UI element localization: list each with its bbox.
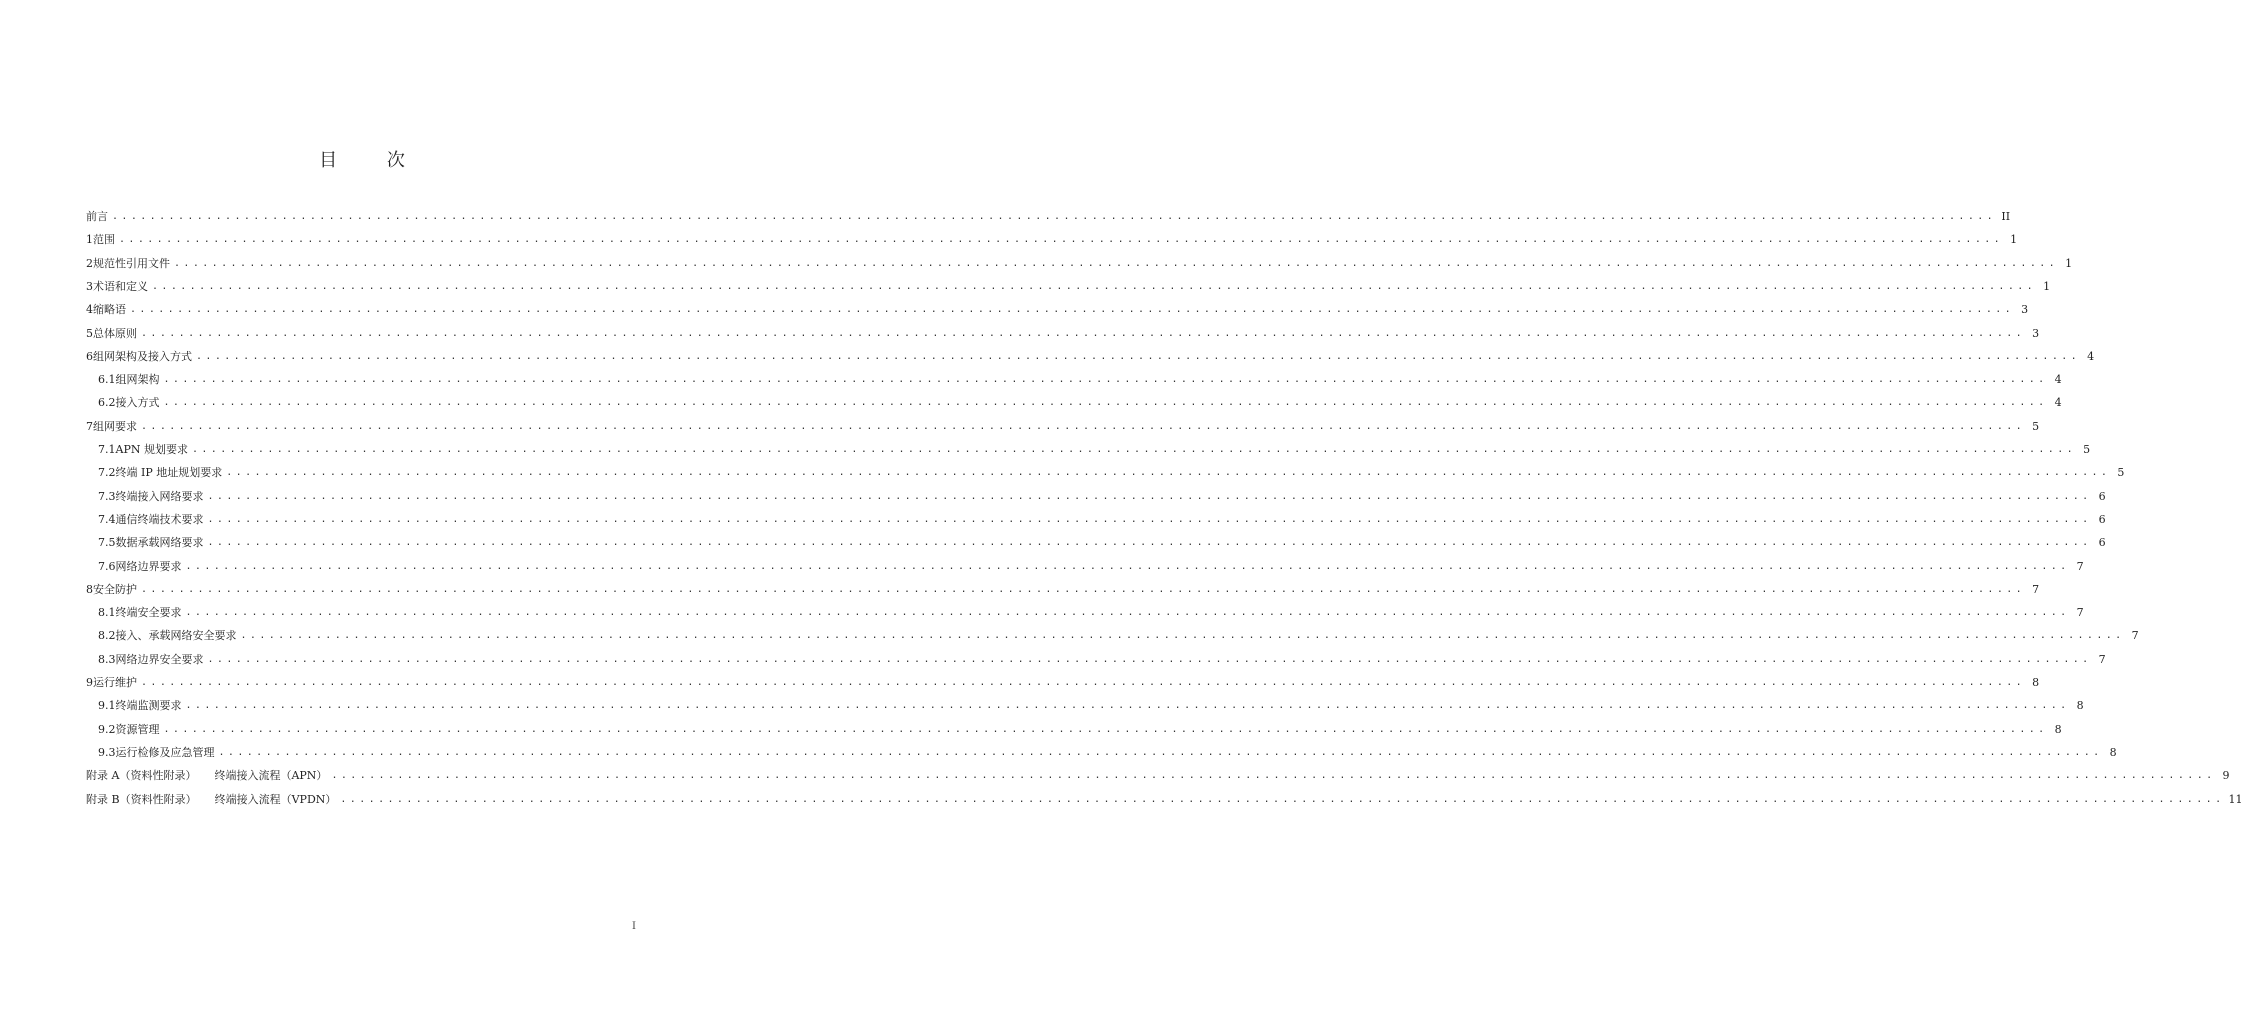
toc-dot-leader: ........................................................................................................................................................................................................ (226, 467, 2111, 479)
toc-entry-label (116, 606, 182, 620)
toc-entry-label-subtitle: 终端接入流程（APN） (214, 769, 328, 783)
toc-entry-label (93, 420, 137, 434)
toc-entry-page: 5 (2083, 443, 2091, 456)
toc-dot-leader: ........................................................................................................................................................................................................ (207, 513, 2092, 525)
toc-entry-label-text: 组网架构 (115, 373, 160, 387)
toc-entry[interactable] (86, 763, 2230, 783)
toc-entry-page: 4 (2054, 373, 2062, 387)
toc-entry-page: II (2001, 210, 2011, 223)
toc-entry-page: 5 (2032, 419, 2040, 433)
toc-entry-number: 7.1 (98, 443, 116, 456)
toc-entry-page: 6 (2098, 512, 2106, 526)
toc-entry[interactable] (98, 600, 2084, 620)
toc-entry-label (93, 280, 148, 294)
toc-entry-page: 1 (2043, 279, 2051, 293)
toc-entry[interactable] (86, 274, 2051, 294)
toc-entry[interactable] (86, 787, 2243, 807)
toc-dot-leader: ........................................................................................................................................................................................................ (141, 583, 2026, 595)
toc-entry-page: 8 (2076, 699, 2084, 713)
toc-entry-label-text: 组网要求 (93, 419, 137, 433)
toc-entry-label-text: 术语和定义 (93, 279, 148, 293)
toc-entry-number: 8 (86, 582, 93, 596)
toc-entry[interactable] (98, 554, 2084, 574)
toc-entry-page: 6 (2098, 489, 2106, 503)
toc-entry[interactable] (86, 344, 2095, 364)
toc-entry-label-text: 运行维护 (93, 676, 137, 689)
toc-entry-label (116, 560, 182, 574)
toc-entry-number: 7.6 (98, 559, 116, 573)
toc-entry-label (93, 327, 137, 341)
toc-entry-label-text: 运行检修及应急管理 (115, 745, 215, 759)
toc-dot-leader: ........................................................................................................................................................................................................ (141, 677, 2026, 688)
toc-dot-leader: ........................................................................................................................................................................................................ (163, 723, 2048, 735)
toc-entry-label (93, 303, 126, 317)
toc-entry-label (116, 396, 160, 410)
toc-entry-label-text: 接入、承载网络安全要求 (115, 629, 237, 643)
toc-entry-label-text: 数据承载网络要求 (115, 536, 204, 550)
toc-entry-label (116, 723, 160, 737)
toc-entry-label (86, 769, 327, 783)
toc-entry-label (116, 443, 188, 457)
toc-entry-page: 8 (2054, 722, 2062, 736)
toc-entry[interactable] (98, 647, 2106, 667)
toc-entry[interactable] (98, 717, 2062, 737)
toc-entry-number: 7.4 (98, 512, 116, 526)
toc-entry[interactable] (86, 670, 2040, 690)
toc-entry[interactable] (86, 251, 2073, 271)
toc-entry-number: 7 (86, 419, 93, 433)
toc-entry[interactable] (86, 227, 2018, 247)
toc-entry-label-subtitle: 终端接入流程（VPDN） (214, 792, 337, 806)
toc-entry[interactable] (98, 367, 2062, 387)
toc-dot-leader: ........................................................................................................................................................................................................ (207, 653, 2092, 665)
toc-dot-leader: ........................................................................................................................................................................................................ (207, 490, 2092, 502)
toc-entry-label (116, 490, 204, 504)
toc-dot-leader: ........................................................................................................................................................................................................ (112, 211, 1997, 222)
toc-entry-number: 6.1 (98, 373, 116, 387)
toc-entry[interactable] (86, 321, 2040, 341)
toc-entry-label (93, 257, 170, 271)
toc-dot-leader: ........................................................................................................................................................................................................ (185, 700, 2070, 712)
toc-entry-number: 7.3 (98, 489, 116, 503)
toc-entry-number: 6.2 (98, 396, 116, 410)
toc-dot-leader: ........................................................................................................................................................................................................ (191, 444, 2077, 455)
toc-entry[interactable] (86, 577, 2040, 597)
toc-entry[interactable] (98, 507, 2106, 527)
toc-dot-leader: ........................................................................................................................................................................................................ (119, 234, 2004, 246)
page-number: I (632, 921, 636, 932)
toc-dot-leader: ........................................................................................................................................................................................................ (340, 793, 2225, 805)
toc-entry-number: 3 (86, 279, 93, 293)
toc-entry-number: 8.1 (98, 606, 116, 620)
toc-dot-leader: ........................................................................................................................................................................................................ (163, 397, 2048, 409)
toc-entry-label-text: 网络边界安全要求 (115, 652, 204, 666)
toc-entry-label-text: 终端 IP 地址规划要求 (115, 466, 223, 480)
toc-entry-page: 8 (2109, 745, 2117, 759)
toc-entry[interactable] (98, 484, 2106, 504)
toc-dot-leader: ........................................................................................................................................................................................................ (185, 560, 2070, 572)
toc-entry-number: 1 (86, 233, 93, 247)
toc-entry-label (116, 653, 204, 667)
toc-entry-label-text: 组网架构及接入方式 (93, 349, 192, 363)
toc-entry-page: 5 (2117, 466, 2125, 480)
toc-entry-label-text: 终端安全要求 (115, 606, 182, 620)
toc-entry-page: 1 (2065, 256, 2073, 270)
toc-entry-label (86, 210, 108, 224)
toc-entry-label-text: 规范性引用文件 (93, 256, 170, 270)
toc-dot-leader: ........................................................................................................................................................................................................ (196, 350, 2081, 362)
toc-entry-label (116, 536, 204, 550)
toc-entry-page: 4 (2087, 349, 2095, 363)
toc-dot-leader: ........................................................................................................................................................................................................ (174, 257, 2059, 269)
toc-dot-leader: ........................................................................................................................................................................................................ (240, 630, 2125, 642)
toc-entry-label-text: 网络边界要求 (115, 559, 182, 573)
toc-dot-leader: ........................................................................................................................................................................................................ (207, 537, 2092, 549)
toc-entry-page: 7 (2131, 629, 2139, 643)
toc-dot-leader: ........................................................................................................................................................................................................ (152, 280, 2037, 292)
toc-entry-label-text: 资源管理 (115, 722, 160, 736)
toc-entry[interactable] (98, 460, 2125, 480)
toc-entry-label-text: 接入方式 (115, 396, 160, 410)
toc-entry-label (116, 629, 237, 643)
toc-entry-label (116, 699, 182, 713)
toc-entry-label-text: 附录 B（资料性附录） (86, 792, 197, 806)
toc-entry-page: 9 (2222, 769, 2230, 783)
toc-dot-leader: ........................................................................................................................................................................................................ (141, 420, 2026, 432)
toc-entry-label-text: APN 规划要求 (115, 443, 188, 456)
toc-entry-page: 1 (2010, 233, 2018, 247)
toc-entry-number: 8.2 (98, 629, 116, 643)
toc-title: 目 次 (319, 150, 427, 171)
toc-entry-page: 8 (2032, 676, 2040, 689)
toc-entry-label (93, 676, 137, 690)
toc-entry-number: 7.5 (98, 536, 116, 550)
toc-dot-leader: ........................................................................................................................................................................................................ (331, 770, 2216, 782)
toc-dot-leader: ........................................................................................................................................................................................................ (130, 304, 2015, 316)
toc-entry-page: 6 (2098, 536, 2106, 550)
toc-entry-page: 4 (2054, 396, 2062, 410)
toc-entry-label (93, 583, 137, 597)
toc-entry-label (116, 746, 215, 760)
toc-entry[interactable] (86, 204, 2011, 224)
toc-entry[interactable] (98, 693, 2084, 713)
toc-entry[interactable] (98, 390, 2062, 410)
toc-entry-label (116, 466, 223, 480)
toc-entry-number: 9.2 (98, 722, 116, 736)
toc-entry-label-text: 终端监测要求 (115, 699, 182, 713)
toc-entry-label-text: 安全防护 (93, 582, 137, 596)
toc-entry[interactable] (98, 437, 2091, 457)
toc-entry[interactable] (98, 623, 2139, 643)
toc-dot-leader: ........................................................................................................................................................................................................ (163, 374, 2048, 386)
toc-entry-number: 2 (86, 256, 93, 270)
toc-entry-number: 4 (86, 303, 93, 317)
toc-entry-label (93, 350, 192, 364)
toc-entry-label-text: 前言 (86, 210, 108, 223)
toc-entry-page: 7 (2076, 606, 2084, 620)
toc-entry-label (93, 233, 115, 247)
toc-entry-label-text: 附录 A（资料性附录） (86, 769, 197, 783)
toc-entry-label-text: 通信终端技术要求 (115, 512, 204, 526)
toc-entry[interactable] (86, 414, 2040, 434)
toc-entry-label (116, 513, 204, 527)
toc-entry-label (116, 373, 160, 387)
toc-dot-leader: ........................................................................................................................................................................................................ (185, 607, 2070, 619)
toc-entry-number: 9.1 (98, 699, 116, 713)
toc-entry-page: 7 (2076, 559, 2084, 573)
toc-entry[interactable] (98, 530, 2106, 550)
toc-entry-page: 3 (2021, 303, 2029, 317)
toc-entry[interactable] (86, 297, 2029, 317)
toc-dot-leader: ........................................................................................................................................................................................................ (218, 746, 2103, 758)
toc-entry-page: 11 (2228, 792, 2243, 806)
toc-entry-page: 7 (2098, 652, 2106, 666)
toc-entry-number: 7.2 (98, 466, 116, 480)
toc-entry-number: 9 (86, 676, 93, 689)
toc-entry[interactable] (98, 740, 2117, 760)
toc-dot-leader: ........................................................................................................................................................................................................ (141, 327, 2026, 339)
toc-entry-number: 9.3 (98, 745, 116, 759)
toc-entry-label-text: 终端接入网络要求 (115, 489, 204, 503)
toc-entry-page: 3 (2032, 326, 2040, 340)
toc-entry-label (86, 793, 336, 807)
toc-entry-number: 8.3 (98, 652, 116, 666)
toc-entry-number: 5 (86, 326, 93, 340)
toc-entry-label-text: 范围 (93, 233, 115, 247)
toc-entry-number: 6 (86, 349, 93, 363)
toc-entry-label-text: 总体原则 (93, 326, 137, 340)
toc-entry-label-text: 缩略语 (93, 303, 126, 317)
toc-entry-page: 7 (2032, 582, 2040, 596)
